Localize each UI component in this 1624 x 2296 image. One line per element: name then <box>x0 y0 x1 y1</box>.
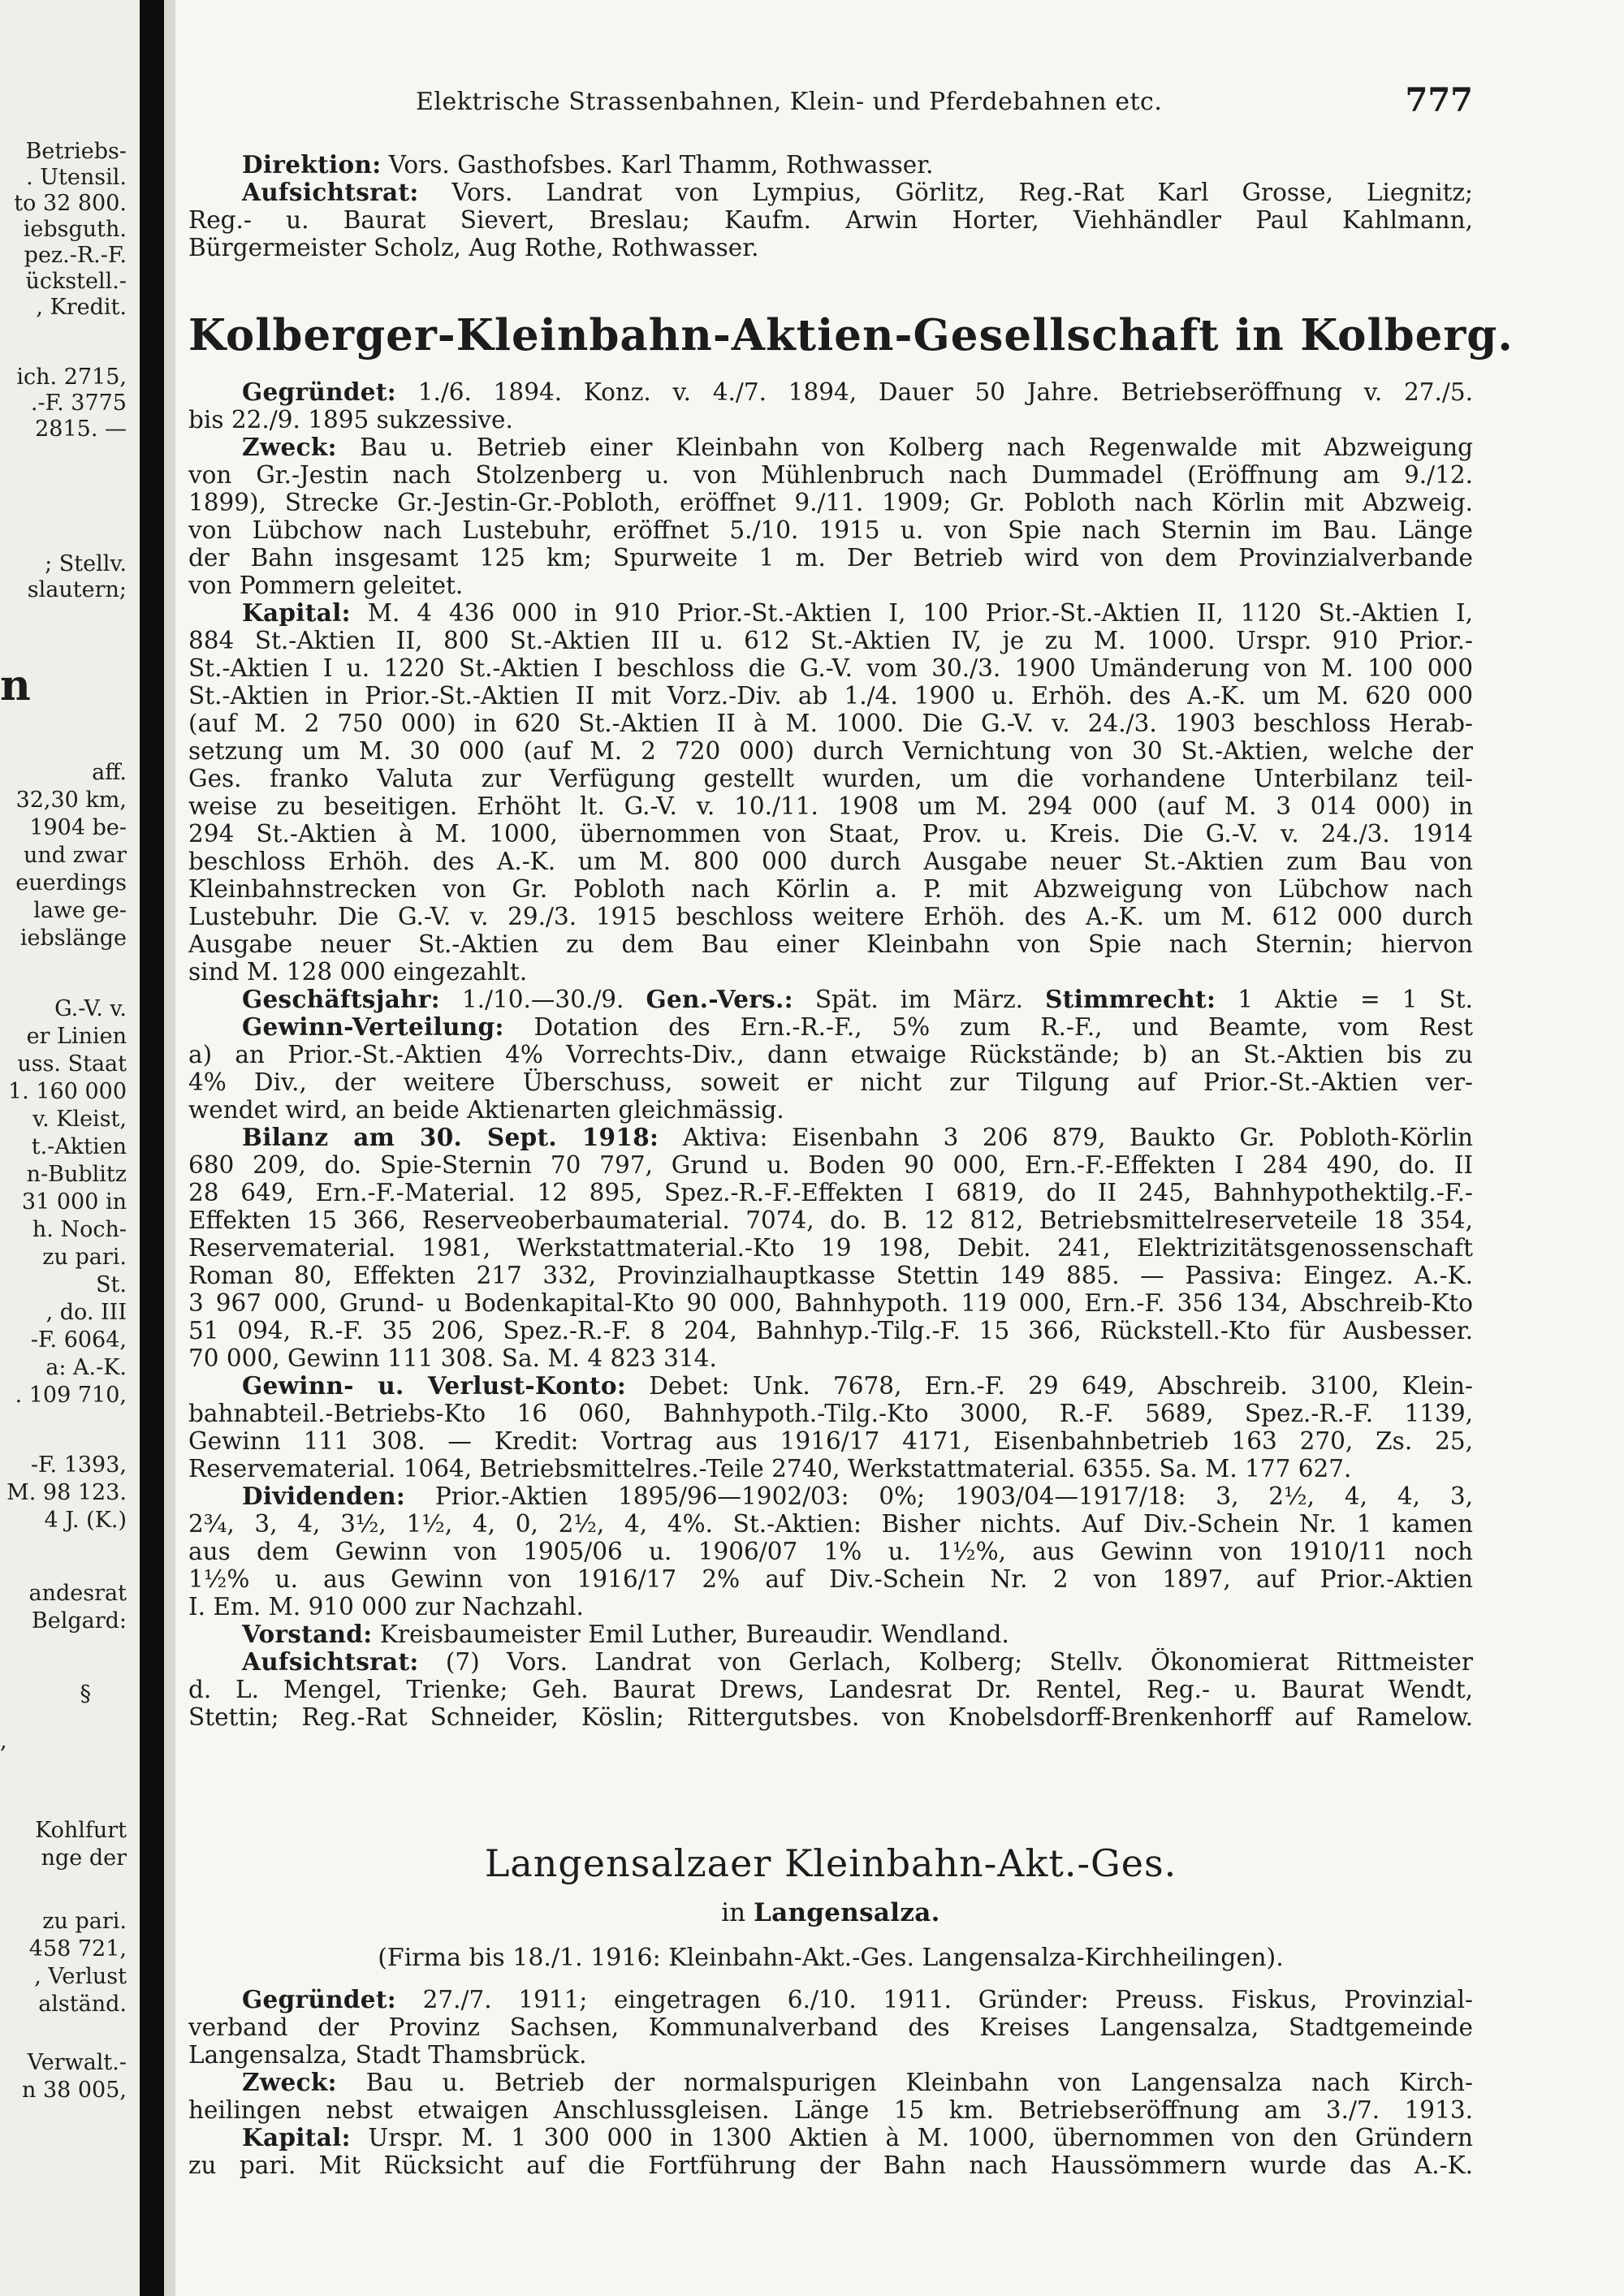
aufsichtsrat-text: (7) Vors. Landrat von Gerlach, Kolberg; Stellv. Ökonomierat Rittmeister <box>445 1648 1473 1676</box>
text-line: bis 22./9. 1895 sukzessive. <box>188 406 513 434</box>
text-line: sind M. 128 000 eingezahlt. <box>188 958 528 986</box>
gegruendet-label: Gegründet: <box>242 378 396 406</box>
kapital-text: M. 4 436 000 in 910 Prior.-St.-Aktien I, 100 Prior.-St.-Aktien II, 1120 St.-Aktien I, <box>367 599 1473 627</box>
kapital-label: Kapital: <box>242 2124 351 2151</box>
left-fragment-line: Betriebs- <box>25 139 127 164</box>
running-title: Elektrische Strassenbahnen, Klein- und Pferdebahnen etc. <box>416 88 1163 116</box>
left-fragment-line: a: A.-K. <box>45 1355 127 1380</box>
text-line: Langensalza, Stadt Thamsbrück. <box>188 2041 587 2069</box>
kapital-text: Urspr. M. 1 300 000 in 1300 Aktien à M. 1000, übernommen von den Gründern <box>368 2124 1473 2151</box>
vorstand-text: Kreisbaumeister Emil Luther, Bureaudir. Wendland. <box>379 1621 1009 1648</box>
left-fragment-line: 4 J. (K.) <box>44 1508 127 1533</box>
left-fragment-line: 1. 160 000 <box>8 1079 127 1104</box>
left-fragment-line: andesrat <box>28 1581 127 1606</box>
left-fragment-line: G.-V. v. <box>54 996 127 1021</box>
left-fragment-line: euerdings <box>15 870 127 896</box>
subtitle-in: in <box>721 1898 746 1927</box>
text-line: Stettin; Reg.-Rat Schneider, Köslin; Rittergutsbes. von Knobelsdorff-Brenkenhorff auf Ramelow. <box>188 1703 1473 1731</box>
left-fragment-line: ich. 2715, <box>16 365 127 390</box>
gewinn-verlust-text: Debet: Unk. 7678, Ern.-F. 29 649, Abschreib. 3100, Klein- <box>649 1372 1473 1400</box>
zweck-label: Zweck: <box>242 434 337 461</box>
text-line: bahnabteil.-Betriebs-Kto 16 060, Bahnhypoth.-Tilg.-Kto 3000, R.-F. 5689, Spez.-R.-F. 1139, <box>188 1400 1473 1427</box>
left-fragment-line: 458 721, <box>28 1936 127 1962</box>
text-line: aus dem Gewinn von 1905/06 u. 1906/07 1% u. 1½%, aus Gewinn von 1910/11 noch <box>188 1538 1473 1565</box>
text-line: 28 649, Ern.-F.-Material. 12 895, Spez.-R.-F.-Effekten I 6819, do II 245, Bahnhypothektilg.-F.- <box>188 1179 1473 1206</box>
aufsichtsrat-label: Aufsichtsrat: <box>242 179 419 206</box>
zweck-text: Bau u. Betrieb einer Kleinbahn von Kolberg nach Regenwalde mit Abzweigung <box>360 434 1473 461</box>
left-fragment-heading: n <box>0 661 31 710</box>
left-fragment-line: n-Bublitz <box>26 1162 127 1187</box>
text-line: zu pari. Mit Rücksicht auf die Fortführung der Bahn nach Haussömmern wurde das A.-K. <box>188 2151 1473 2179</box>
left-fragment-line: , Verlust <box>34 1964 127 1989</box>
left-fragment-line: iebslänge <box>19 926 127 951</box>
text-line: 294 St.-Aktien à M. 1000, übernommen von Staat, Prov. u. Kreis. Die G.-V. v. 24./3. 1914 <box>188 820 1473 848</box>
text-line: verband der Provinz Sachsen, Kommunalverband des Kreises Langensalza, Stadtgemeinde <box>188 2013 1473 2041</box>
bilanz-text: Aktiva: Eisenbahn 3 206 879, Baukto Gr. Pobloth-Körlin <box>682 1124 1473 1151</box>
left-fragment-line: . Utensil. <box>26 165 127 190</box>
text-line: St.-Aktien I u. 1220 St.-Aktien I beschloss die G.-V. vom 30./3. 1900 Umänderung von M. 100 000 <box>188 654 1473 682</box>
left-fragment-line: n 38 005, <box>21 2078 127 2103</box>
left-fragment-line: nge der <box>41 1845 127 1871</box>
text-line: von Pommern geleitet. <box>188 572 464 599</box>
dividenden-line <box>188 1482 1473 1510</box>
text-line: Gewinn 111 308. — Kredit: Vortrag aus 1916/17 4171, Eisenbahnbetrieb 163 270, Zs. 25, <box>188 1427 1473 1455</box>
text-line: setzung um M. 30 000 (auf M. 2 720 000) durch Vernichtung von 30 St.-Aktien, welche der <box>188 737 1473 765</box>
stimmrecht-label: Stimmrecht: <box>1045 986 1216 1013</box>
vorstand-label: Vorstand: <box>242 1621 373 1648</box>
text-line: Ges. franko Valuta zur Verfügung gestellt wurden, um die vorhandene Unterbilanz teil- <box>188 765 1473 792</box>
text-line: 2¾, 3, 4, 3½, 1½, 4, 0, 2½, 4, 4%. St.-Aktien: Bisher nichts. Auf Div.-Schein Nr. 1 kamen <box>188 1510 1473 1538</box>
stimmrecht-text: 1 Aktie = 1 St. <box>1237 986 1473 1013</box>
left-fragment-line: . 109 710, <box>15 1383 127 1408</box>
gewinn-verteilung-label: Gewinn-Verteilung: <box>242 1013 504 1041</box>
text-line: wendet wird, an beide Aktienarten gleichmässig. <box>188 1096 784 1124</box>
dividenden-label: Dividenden: <box>242 1482 406 1510</box>
kapital-label: Kapital: <box>242 599 351 627</box>
left-fragment-line: iebsguth. <box>23 217 127 242</box>
left-fragment-glyph: , <box>0 1728 7 1754</box>
left-fragment-line: zu pari. <box>42 1909 127 1934</box>
aufsichtsrat-text: Vors. Landrat von Lympius, Görlitz, Reg.-Rat Karl Grosse, Liegnitz; <box>451 179 1473 206</box>
text-line: Reservematerial. 1981, Werkstattmaterial.-Kto 19 198, Debit. 241, Elektrizitätsgenossenschaft <box>188 1234 1473 1262</box>
left-fragment-line: uss. Staat <box>17 1051 127 1077</box>
left-fragment-line: -F. 6064, <box>30 1327 127 1353</box>
text-line: heilingen nebst etwaigen Anschlussgleisen. Länge 15 km. Betriebseröffnung am 3./7. 1913. <box>188 2096 1473 2124</box>
text-line: 1½% u. aus Gewinn von 1916/17 2% auf Div.-Schein Nr. 2 von 1897, auf Prior.-Aktien <box>188 1565 1473 1593</box>
left-fragment-line: to 32 800. <box>14 191 127 216</box>
bilanz-label: Bilanz am 30. Sept. 1918: <box>242 1124 659 1151</box>
text-line: Kleinbahnstrecken von Gr. Pobloth nach Körlin a. P. mit Abzweigung von Lübchow nach <box>188 875 1473 903</box>
left-fragment-line: 2815. — <box>35 416 127 442</box>
left-fragment-line: und zwar <box>24 843 127 868</box>
left-fragment-line: Verwalt.- <box>27 2050 127 2075</box>
text-line: 884 St.-Aktien II, 800 St.-Aktien III u. 612 St.-Aktien IV, je zu M. 1000. Urspr. 910 Prior.- <box>188 627 1473 654</box>
gutter-shadow <box>164 0 175 2296</box>
aufsichtsrat-line <box>188 179 1473 206</box>
left-fragment-line: h. Noch- <box>32 1217 127 1242</box>
text-line: Reg.- u. Baurat Sievert, Breslau; Kaufm. Arwin Horter, Viehhändler Paul Kahlmann, <box>188 206 1473 234</box>
langensalza-firma-note: (Firma bis 18./1. 1916: Kleinbahn-Akt.-Ges. Langensalza-Kirchheilingen). <box>378 1944 1284 1972</box>
page-number: 777 <box>1405 81 1473 119</box>
zweck-line <box>188 434 1473 461</box>
text-line: 51 094, R.-F. 35 206, Spez.-R.-F. 8 204, Bahnhyp.-Tilg.-F. 15 366, Rückstell.-Kto für Ausbesser. <box>188 1317 1473 1344</box>
zweck-line <box>188 2069 1473 2096</box>
direktion-text: Vors. Gasthofsbes. Karl Thamm, Rothwasser. <box>388 151 934 179</box>
text-line: 3 967 000, Grund- u Bodenkapital-Kto 90 000, Bahnhypoth. 119 000, Ern.-F. 356 134, Abschreib-Kto <box>188 1289 1473 1317</box>
zweck-label: Zweck: <box>242 2069 337 2096</box>
langensalza-entry-title: Langensalzaer Kleinbahn-Akt.-Ges. <box>484 1841 1177 1885</box>
left-fragment-line: , do. III <box>45 1300 127 1325</box>
text-line: Roman 80, Effekten 217 332, Provinzialhauptkasse Stettin 149 885. — Passiva: Eingez. A.-K. <box>188 1262 1473 1289</box>
kolberg-entry <box>188 378 1473 1731</box>
text-line: Ausgabe neuer St.-Aktien zu dem Bau einer Kleinbahn von Spie nach Sternin; hiervon <box>188 930 1473 958</box>
text-line: der Bahn insgesamt 125 km; Spurweite 1 m. Der Betrieb wird von dem Provinzialverbande <box>188 544 1473 572</box>
text-line: 4% Div., der weitere Überschuss, soweit er nicht zur Tilgung auf Prior.-St.-Aktien ver- <box>188 1068 1473 1096</box>
text-line: 680 209, do. Spie-Sternin 70 797, Grund u. Boden 90 000, Ern.-F.-Effekten I 284 490, do. II <box>188 1151 1473 1179</box>
text-line: a) an Prior.-St.-Aktien 4% Vorrechts-Div., dann etwaige Rückstände; b) an St.-Aktien bis zu <box>188 1041 1473 1068</box>
subtitle-place: Langensalza. <box>753 1898 940 1927</box>
kolberg-entry-title: Kolberger-Kleinbahn-Aktien-Gesellschaft in Kolberg. <box>188 310 1514 360</box>
left-fragment-line: Belgard: <box>31 1608 127 1634</box>
left-fragment-line: aff. <box>92 760 127 785</box>
text-line: I. Em. M. 910 000 zur Nachzahl. <box>188 1593 584 1621</box>
zweck-text: Bau u. Betrieb der normalspurigen Kleinbahn von Langensalza nach Kirch- <box>365 2069 1473 2096</box>
left-fragment-line: 32,30 km, <box>15 788 127 813</box>
page-777 <box>188 0 1514 2296</box>
left-fragment-line: 31 000 in <box>21 1189 127 1215</box>
text-line: Effekten 15 366, Reserveoberbaumaterial. 7074, do. B. 12 812, Betriebsmittelreserveteile 18 354, <box>188 1206 1473 1234</box>
aufsichtsrat-label: Aufsichtsrat: <box>242 1648 419 1676</box>
left-fragment-line: alständ. <box>38 1992 127 2017</box>
previous-entry <box>188 151 1473 261</box>
text-line: St.-Aktien in Prior.-St.-Aktien II mit Vorz.-Div. ab 1./4. 1900 u. Erhöh. des A.-K. um M. 620 000 <box>188 682 1473 710</box>
text-line: 70 000, Gewinn 111 308. Sa. M. 4 823 314. <box>188 1344 717 1372</box>
gegruendet-text: 1./6. 1894. Konz. v. 4./7. 1894, Dauer 50 Jahre. Betriebseröffnung v. 27./5. <box>417 378 1473 406</box>
left-fragment-line: pez.-R.-F. <box>24 243 127 268</box>
text-line: weise zu beseitigen. Erhöht lt. G.-V. v. 10./11. 1908 um M. 294 000 (auf M. 3 014 000) in <box>188 792 1473 820</box>
text-line: von Gr.-Jestin nach Stolzenberg u. von Mühlenbruch nach Dummadel (Eröffnung am 9./12. <box>188 461 1473 489</box>
gegruendet-line <box>188 378 1473 406</box>
text-line: von Lübchow nach Lustebuhr, eröffnet 5./10. 1915 u. von Spie nach Sternin im Bau. Länge <box>188 516 1473 544</box>
left-fragment-line: er Linien <box>26 1024 127 1049</box>
left-fragment-line: ; Stellv. <box>45 551 127 576</box>
gen-vers-text: Spät. im März. <box>814 986 1024 1013</box>
langensalza-subtitle <box>188 1898 1473 1927</box>
left-fragment-line: v. Kleist, <box>32 1107 127 1132</box>
gewinn-verlust-line <box>188 1372 1473 1400</box>
text-line: beschloss Erhöh. des A.-K. um M. 800 000 durch Ausgabe neuer St.-Aktien zum Bau von <box>188 848 1473 875</box>
dividenden-text: Prior.-Aktien 1895/96—1902/03: 0%; 1903/04—1917/18: 3, 2½, 4, 4, 3, <box>434 1482 1473 1510</box>
left-fragment-line: -F. 1393, <box>30 1452 127 1478</box>
left-fragment-line: 1904 be- <box>29 815 127 840</box>
left-fragment-line: M. 98 123. <box>6 1480 127 1505</box>
text-line: d. L. Mengel, Trienke; Geh. Baurat Drews, Landesrat Dr. Rentel, Reg.- u. Baurat Wendt, <box>188 1676 1473 1703</box>
left-page-fragment <box>0 0 140 2296</box>
vorstand-line <box>188 1621 1473 1648</box>
text-line: Reservematerial. 1064, Betriebsmittelres.-Teile 2740, Werkstattmaterial. 6355. Sa. M. 177 627. <box>188 1455 1352 1482</box>
aufsichtsrat-line <box>188 1648 1473 1676</box>
gewinn-verlust-label: Gewinn- u. Verlust-Konto: <box>242 1372 627 1400</box>
left-fragment-line: slautern; <box>27 577 127 602</box>
book-spine-gutter <box>140 0 164 2296</box>
running-header <box>188 81 1473 123</box>
left-fragment-line: St. <box>96 1272 127 1297</box>
text-line: Lustebuhr. Die G.-V. v. 29./3. 1915 beschloss weitere Erhöh. des A.-K. um M. 612 000 durch <box>188 903 1473 930</box>
gegruendet-text: 27./7. 1911; eingetragen 6./10. 1911. Gründer: Preuss. Fiskus, Provinzial- <box>422 1986 1473 2013</box>
left-fragment-line: zu pari. <box>42 1245 127 1270</box>
left-fragment-glyph: § <box>80 1681 91 1707</box>
text-line: Bürgermeister Scholz, Aug Rothe, Rothwasser. <box>188 234 759 261</box>
left-fragment-line: .-F. 3775 <box>30 391 127 416</box>
kapital-line <box>188 2124 1473 2151</box>
geschaeftsjahr-line <box>188 986 1473 1013</box>
left-fragment-line: ückstell.- <box>25 269 127 294</box>
kapital-line <box>188 599 1473 627</box>
bilanz-line <box>188 1124 1473 1151</box>
gegruendet-label: Gegründet: <box>242 1986 396 2013</box>
geschaeftsjahr-label: Geschäftsjahr: <box>242 986 440 1013</box>
left-fragment-line: Kohlfurt <box>35 1818 127 1843</box>
left-fragment-line: , Kredit. <box>36 295 127 320</box>
left-fragment-line: t.-Aktien <box>31 1134 127 1159</box>
text-line: 1899), Strecke Gr.-Jestin-Gr.-Pobloth, eröffnet 9./11. 1909; Gr. Pobloth nach Körlin mit Abzweig. <box>188 489 1473 516</box>
langensalza-entry <box>188 1986 1473 2179</box>
gegruendet-line <box>188 1986 1473 2013</box>
text-line: (auf M. 2 750 000) in 620 St.-Aktien II à M. 1000. Die G.-V. v. 24./3. 1903 beschloss Herab- <box>188 710 1473 737</box>
gewinn-verteilung-line <box>188 1013 1473 1041</box>
direktion-label: Direktion: <box>242 151 382 179</box>
geschaeftsjahr-text: 1./10.—30./9. <box>461 986 624 1013</box>
gewinn-verteilung-text: Dotation des Ern.-R.-F., 5% zum R.-F., und Beamte, vom Rest <box>533 1013 1473 1041</box>
gen-vers-label: Gen.-Vers.: <box>646 986 793 1013</box>
direktion-line <box>188 151 1473 179</box>
left-fragment-line: lawe ge- <box>33 898 127 923</box>
